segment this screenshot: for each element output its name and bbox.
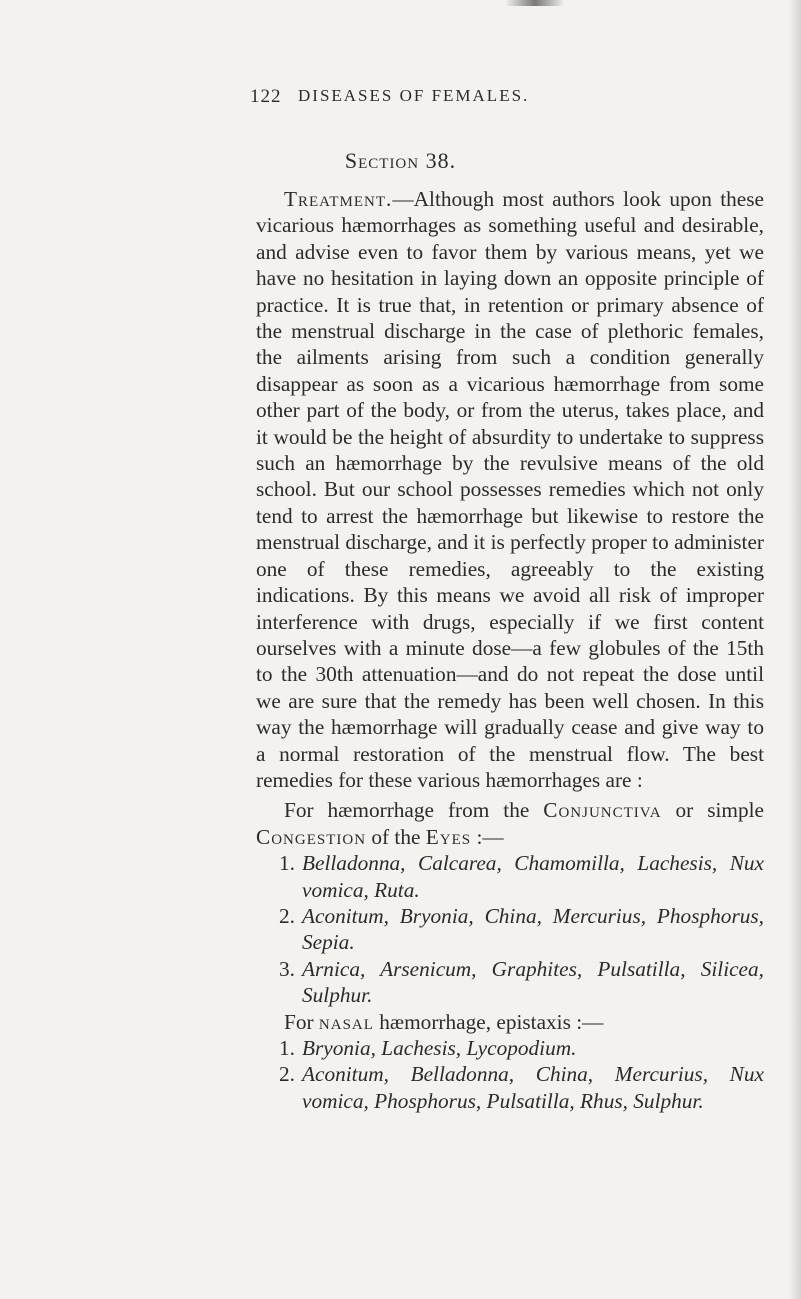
nasal-remedy-list [256, 1035, 764, 1114]
list-item-remedies: Bryonia, Lachesis, Lycopodium. [302, 1036, 577, 1060]
list-item-number: 2. [279, 1062, 295, 1087]
page-edge-shadow [789, 0, 801, 1299]
list-item-remedies: Aconitum, Belladonna, China, Mercurius, Nux vomica, Phosphorus, Pulsatilla, Rhus, Sulphur. [302, 1062, 764, 1113]
conjunctiva-remedy-list [256, 850, 764, 1008]
section-title: Section 38. [344, 148, 457, 173]
conjunctiva-middle: or simple [661, 798, 764, 823]
body-text [256, 186, 764, 1114]
conjunctiva-suffix: :— [471, 824, 504, 849]
list-item [256, 1061, 764, 1114]
conjunctiva-heading [256, 797, 764, 850]
list-item-remedies: Belladonna, Calcarea, Chamomilla, Lachesis, Nux vomica, Ruta. [302, 851, 764, 902]
list-item-number: 1. [279, 851, 295, 876]
conjunctiva-eyes: Eyes [425, 824, 472, 849]
treatment-text: —Although most authors look upon these vicarious hæmorrhages as something useful and desirable, and advise even to favor them by various means, yet we have no hesitation in laying down an opposite principle of practice. It is true that, in retention or primary absence of the menstrual discharge in the case of plethoric females, the ailments arising from such a condition generally disappear as soon as a vicarious hæmorrhage from some other part of the body, or from the uterus, takes place, and it would be the height of absurdity to undertake to suppress such an hæmorrhage by the revulsive means of the old school. But our school possesses remedies which not only tend to arrest the hæmorrhage but likewise to restore the menstrual discharge, and it is perfectly proper to administer one of these remedies, agreeably to the existing indications. By this means we avoid all risk of improper interference with drugs, especially if we first content ourselves with a minute dose—a few globules of the 15th to the 30th attenuation—and do not repeat the dose until we are sure that the remedy has been well chosen. In this way the hæmorrhage will gradually cease and give way to a normal restoration of the menstrual flow. The best remedies for these various hæmorrhages are : [256, 187, 764, 792]
nasal-organ: nasal [318, 1009, 374, 1034]
conjunctiva-of-the: of the [366, 824, 426, 849]
page-header [250, 86, 670, 112]
conjunctiva-prefix: For hæmorrhage from the [284, 798, 544, 823]
conjunctiva-organ: Conjunctiva [543, 798, 662, 823]
scan-smear [505, 0, 565, 6]
list-item [256, 850, 764, 903]
treatment-label: Treatment. [284, 187, 393, 211]
list-item-remedies: Aconitum, Bryonia, China, Mercurius, Phosphorus, Sepia. [302, 903, 764, 955]
list-item [256, 1035, 764, 1061]
list-item-number: 2. [279, 903, 295, 928]
nasal-prefix: For [284, 1009, 319, 1034]
list-item-remedies: Arnica, Arsenicum, Graphites, Pulsatilla, Silicea, Sulphur. [302, 956, 764, 1008]
nasal-heading [256, 1009, 764, 1035]
conjunctiva-condition: Congestion [256, 824, 367, 849]
page-number: 122 [250, 86, 282, 107]
treatment-paragraph [256, 186, 764, 793]
list-item [256, 956, 764, 1009]
nasal-suffix: hæmorrhage, epistaxis :— [373, 1009, 604, 1034]
running-head: DISEASES OF FEMALES. [298, 86, 530, 105]
list-item-number: 1. [279, 1036, 295, 1060]
list-item [256, 903, 764, 956]
list-item-number: 3. [279, 956, 295, 981]
